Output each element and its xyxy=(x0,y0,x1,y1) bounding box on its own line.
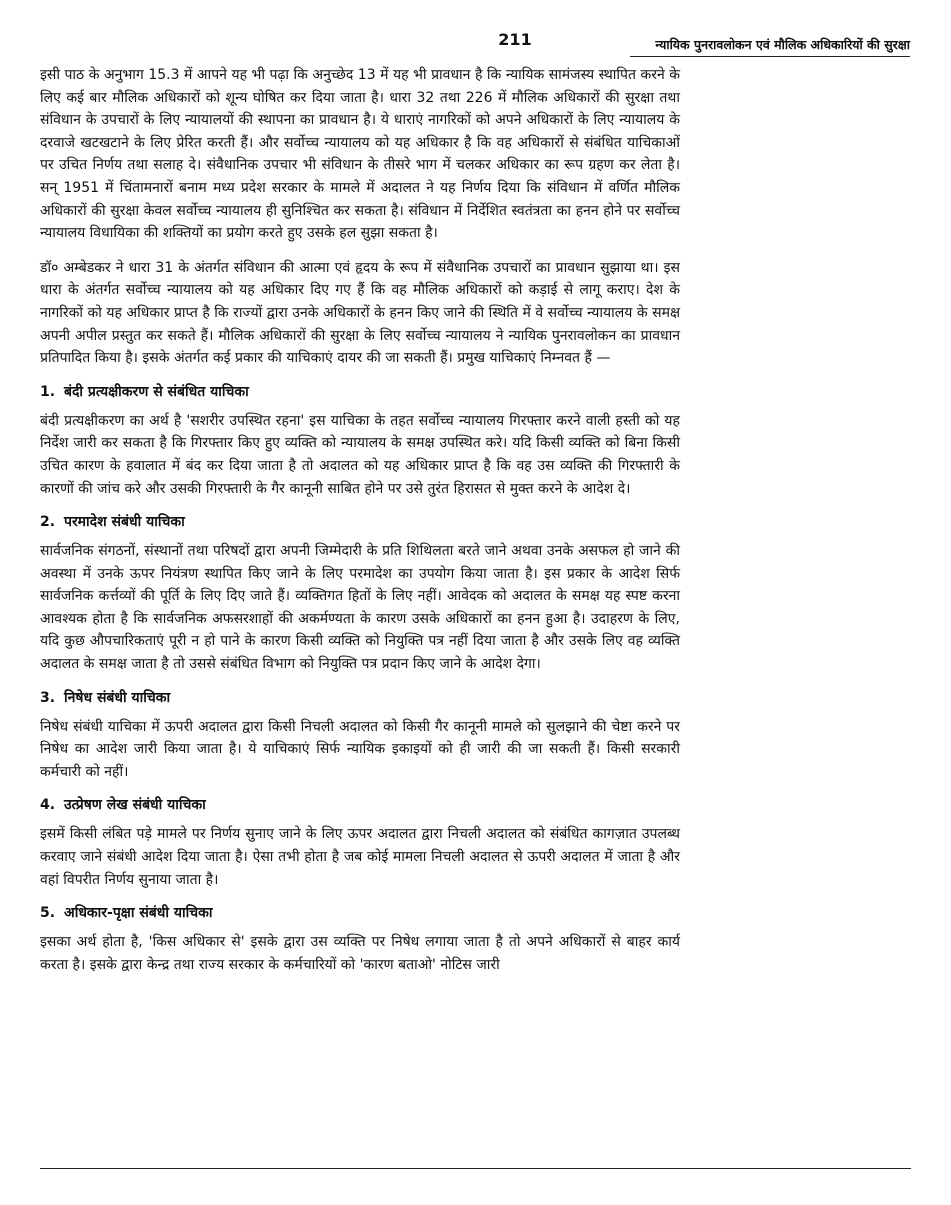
page-number: 211 xyxy=(498,30,532,49)
footer-rule xyxy=(40,1168,911,1169)
section-title: परमादेश संबंधी याचिका xyxy=(64,514,185,531)
section-body-mandamus: सार्वजनिक संगठनों, संस्थानों तथा परिषदों द्वारा अपनी जिम्मेदारी के प्रति शिथिलता बरते जाने अथवा उनके असफल हो जाने की अवस्था में उनके ऊपर नियंत्रण स्थापित किए जाने के लिए परमादेश का उपयोग किया जाता है। इस प्रकार के आदेश सिर्फ सार्वजनिक कर्त्तव्यों की पूर्ति के लिए दिए जाते हैं। व्यक्तिगत हितों के लिए नहीं। आवेदक को अदालत के समक्ष यह स्पष्ट करना आवश्यक होता है कि सार्वजनिक अफसरशाहों की अकर्मण्यता के कारण उसके अधिकारों का हनन हुआ है। उदाहरण के लिए, यदि कुछ औपचारिकताएं पूरी न हो पाने के कारण किसी व्यक्ति को नियुक्ति पत्र नहीं दिया जाता है और उसके लिए वह व्यक्ति अदालत के समक्ष जाता है तो उससे संबंधित विभाग को नियुक्ति पत्र प्रदान किए जाने के आदेश देगा। xyxy=(40,543,680,673)
section-title: उत्प्रेषण लेख संबंधी याचिका xyxy=(64,797,206,814)
paragraph-intro-1: इसी पाठ के अनुभाग 15.3 में आपने यह भी पढ़ा कि अनुच्छेद 13 में यह भी प्रावधान है कि न्यायिक सामंजस्य स्थापित करने के लिए कई बार मौलिक अधिकारों को शून्य घोषित कर दिया जाता है। धारा 32 तथा 226 में मौलिक अधिकारों की सुरक्षा तथा संविधान के उपचारों के लिए न्यायालयों की स्थापना का प्रावधान है। ये धाराएं नागरिकों को अपने अधिकारों के लिए न्यायालय के दरवाजे खटखटाने के लिए प्रेरित करती हैं। और सर्वोच्च न्यायालय को यह अधिकार है कि वह अधिकारों से संबंधित याचिकाओं पर उचित निर्णय तथा सलाह दे। संवैधानिक उपचार भी संविधान के तीसरे भाग में चलकर अधिकार का रूप ग्रहण कर लेता है। सन् 1951 में चिंतामनारों बनाम मध्य प्रदेश सरकार के मामले में अदालत ने यह निर्णय दिया कि संविधान में वर्णित मौलिक अधिकारों की सुरक्षा केवल सर्वोच्च न्यायालय ही सुनिश्चित कर सकता है। संविधान में निर्देशित स्वतंत्रता का हनन होने पर सर्वोच्च न्यायालय विधायिका की शक्तियों का प्रयोग करते हुए उसके हल सुझा सकता है। xyxy=(40,67,680,242)
section-body-habeas-corpus: बंदी प्रत्यक्षीकरण का अर्थ है 'सशरीर उपस्थित रहना' इस याचिका के तहत सर्वोच्च न्यायालय गिरफ्तार करने वाली हस्ती को यह निर्देश जारी कर सकता है कि गिरफ्तार किए हुए व्यक्ति को न्यायालय के समक्ष उपस्थित करे। यदि किसी व्यक्ति को बिना किसी उचित कारण के हवालात में बंद कर दिया जाता है तो अदालत को यह अधिकार प्राप्त है कि वह उस व्यक्ति की गिरफ्तारी के कारणों की जांच करे और उसकी गिरफ्तारी के गैर कानूनी साबित होने पर उसे तुरंत हिरासत से मुक्त करने के आदेश दे। xyxy=(40,412,680,497)
section-number: 2. xyxy=(40,514,56,531)
section-body-prohibition: निषेध संबंधी याचिका में ऊपरी अदालत द्वारा किसी निचली अदालत को किसी गैर कानूनी मामले को सुलझाने की चेष्टा करने पर निषेध का आदेश जारी किया जाता है। ये याचिकाएं सिर्फ न्यायिक इकाइयों को ही जारी की जा सकती हैं। किसी सरकारी कर्मचारी को नहीं। xyxy=(40,718,680,780)
section-body-certiorari: इसमें किसी लंबित पड़े मामले पर निर्णय सुनाए जाने के लिए ऊपर अदालत द्वारा निचली अदालत को संबंधित कागज़ात उपलब्ध करवाए जाने संबंधी आदेश दिया जाता है। ऐसा तभी होता है जब कोई मामला निचली अदालत से ऊपरी अदालत में जाता है और वहां विपरीत निर्णय सुनाया जाता है। xyxy=(40,826,680,888)
section-number: 4. xyxy=(40,797,56,814)
section-heading-prohibition xyxy=(40,688,680,708)
section-body-quo-warranto: इसका अर्थ होता है, 'किस अधिकार से' इसके द्वारा उस व्यक्ति पर निषेध लगाया जाता है तो अपने अधिकारों से बाहर कार्य करता है। इसके द्वारा केन्द्र तथा राज्य सरकार के कर्मचारियों को 'कारण बताओ' नोटिस जारी xyxy=(40,934,680,973)
section-heading-habeas-corpus xyxy=(40,382,680,402)
header-rule xyxy=(630,56,910,57)
section-number: 3. xyxy=(40,689,56,706)
section-title: बंदी प्रत्यक्षीकरण से संबंधित याचिका xyxy=(64,383,249,400)
running-title: न्यायिक पुनरावलोकन एवं मौलिक अधिकारियों की सुरक्षा xyxy=(655,37,910,52)
section-heading-certiorari xyxy=(40,795,680,815)
page-header xyxy=(40,30,910,60)
section-title: अधिकार-पृक्षा संबंधी याचिका xyxy=(64,905,213,922)
section-heading-mandamus xyxy=(40,512,680,532)
section-number: 5. xyxy=(40,905,56,922)
section-number: 1. xyxy=(40,383,56,400)
paragraph-intro-2: डॉ० अम्बेडकर ने धारा 31 के अंतर्गत संविधान की आत्मा एवं हृदय के रूप में संवैधानिक उपचारों का प्रावधान सुझाया था। इस धारा के अंतर्गत सर्वोच्च न्यायालय को यह अधिकार दिए गए हैं कि वह मौलिक अधिकारों को कड़ाई से लागू कराए। देश के नागरिकों को यह अधिकार प्राप्त है कि राज्यों द्वारा उनके अधिकारों के हनन किए जाने की स्थिति में वे सर्वोच्च न्यायालय के समक्ष अपनी अपील प्रस्तुत कर सकते हैं। मौलिक अधिकारों की सुरक्षा के लिए सर्वोच्च न्यायालय ने न्यायिक पुनरावलोकन का प्रावधान प्रतिपादित किया है। इसके अंतर्गत कई प्रकार की याचिकाएं दायर की जा सकती हैं। प्रमुख याचिकाएं निम्नवत हैं — xyxy=(40,259,680,367)
section-title: निषेध संबंधी याचिका xyxy=(64,689,171,706)
section-heading-quo-warranto xyxy=(40,903,680,923)
page-body xyxy=(40,64,680,988)
